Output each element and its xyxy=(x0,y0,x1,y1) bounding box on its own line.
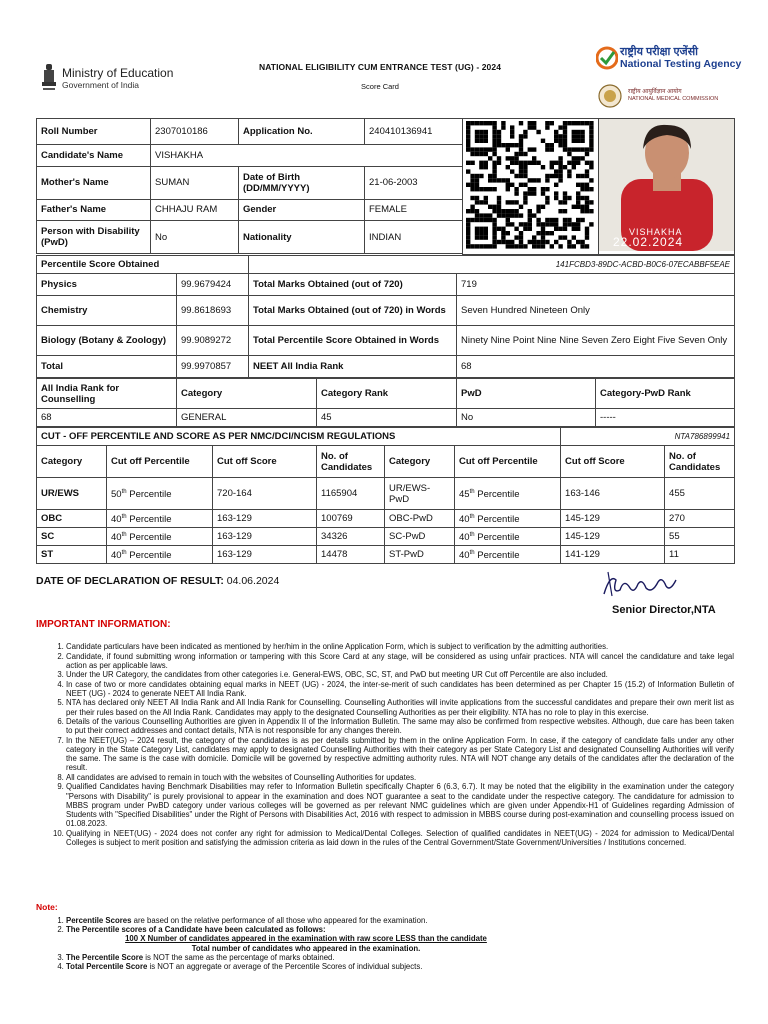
info-item: 4. In case of two or more candidates obtaining equal marks in NEET (UG) - 2024, the inter-se-merit of such candidates has been determined as per Chapter 15 (15.2) of Information Bulletin of NEET (UG) - 2024 to generate NEET All India Rank. xyxy=(66,680,734,698)
percentile-word: Percentile xyxy=(477,550,520,562)
important-info-title: IMPORTANT INFORMATION: xyxy=(36,619,171,630)
percentile-word: Percentile xyxy=(477,532,520,544)
summary-label: Total Percentile Score Obtained in Words xyxy=(249,326,457,356)
roll-value: 2307010186 xyxy=(151,119,239,145)
summary-value: 68 xyxy=(457,356,735,378)
ordinal-suffix: th xyxy=(121,488,127,495)
application-value: 240410136941 xyxy=(365,119,463,145)
summary-label: Total Marks Obtained (out of 720) in Words xyxy=(249,296,457,326)
summary-label: NEET All India Rank xyxy=(249,356,457,378)
formula-denominator: Total number of candidates who appeared in the examination. xyxy=(191,943,421,953)
score-cell: 145-129 xyxy=(561,510,665,528)
count-cell: 55 xyxy=(665,528,735,546)
subject-name: Total xyxy=(37,356,177,378)
score-cell: 163-129 xyxy=(213,546,317,564)
info-item: 3. Under the UR Category, the candidates from other categories i.e. General-EWS, OBC, SC, ST, and PwD but meeting UR Cut off Percentile are also included. xyxy=(66,670,734,679)
percentile-cell xyxy=(455,528,561,546)
summary-label: Total Marks Obtained (out of 720) xyxy=(249,274,457,296)
category-cell: UR/EWS xyxy=(37,478,107,510)
rank-value: GENERAL xyxy=(177,409,317,427)
score-row xyxy=(37,356,735,378)
note-text: are based on the relative performance of all those who appeared for the examination. xyxy=(131,916,428,925)
doc-title: Score Card xyxy=(361,82,399,91)
info-item: 10. Qualifying in NEET(UG) - 2024 does not confer any right for admission to Medical/Dental Colleges. Selection of qualified candidates in NEET(UG) - 2024 for admission to Medical/Dental Colleges is subject to merit position and satisfying the admission criteria as laid down in the rules of the Central Government/State Government/Universities / Institutions concerned. xyxy=(66,829,734,847)
cutoff-header: Cut off Percentile xyxy=(455,446,561,478)
name-label: Candidate's Name xyxy=(37,145,151,166)
category-cell: SC-PwD xyxy=(385,528,455,546)
cutoff-row xyxy=(37,510,735,528)
cutoff-row xyxy=(37,546,735,564)
subject-percentile: 99.8618693 xyxy=(177,296,249,326)
note-bold: Percentile Scores xyxy=(66,916,132,925)
category-cell: UR/EWS-PwD xyxy=(385,478,455,510)
info-item: 2. Candidate, if found submitting wrong information or tampering with this Score Card at any stage, will be considered as using unfair practices. NTA will cancel the candidature and take legal action as per applicable laws. xyxy=(66,652,734,670)
note-bold: Total Percentile Score xyxy=(66,962,148,972)
info-item: 6. Details of the various Counselling Authorities are given in Appendix II of the Information Bulletin. The same may also be confirmed from respective websites. Although, due care has been taken to put their correct addresses and contact details, NTA is not responsible for any changes therein. xyxy=(66,717,734,735)
percentile-cell xyxy=(455,478,561,510)
name-value: VISHAKHA xyxy=(151,145,463,166)
percentile-word: Percentile xyxy=(129,514,172,526)
dob-value: 21-06-2003 xyxy=(365,166,463,199)
percentile-word: Percentile xyxy=(129,489,172,501)
percentile-table xyxy=(36,255,735,378)
info-item: 9. Qualified Candidates having Benchmark Disabilities may refer to Information Bulletin specifically Chapter 6 (6.3, 6.7). It may be noted that the eligibility in the examination under the category "Persons with Disability" is purely provisional to appear in the examination and does NOT guarantee a seat to the candidate under the respective category. The candidature for admission to MBBS program under PwBD category under various colleges will be governed as per relevant NMC guidelines which are given under Appendix-H1 of Guidelines regarding Admission of Students with "Specified Disabilities" under the Right of Persons with Disabilities Act, 2016 with respect to admission in MBBS course during post-examination and counselling process issued on 01.08.2023. xyxy=(66,782,734,828)
mother-label: Mother's Name xyxy=(37,166,151,199)
count-cell: 1165904 xyxy=(317,478,385,510)
ministry-title: Ministry of Education xyxy=(62,66,174,80)
rank-header: All India Rank for Counselling xyxy=(37,379,177,409)
rank-header: Category-PwD Rank xyxy=(596,379,735,409)
note-item xyxy=(66,962,554,971)
pwd-label: Person with Disability (PwD) xyxy=(37,221,151,254)
subject-percentile: 99.9970857 xyxy=(177,356,249,378)
nta-logo-icon xyxy=(596,46,618,70)
dob-label: Date of Birth (DD/MM/YYYY) xyxy=(239,166,365,199)
photo-caption-name: VISHAKHA xyxy=(629,227,683,237)
note-list xyxy=(54,916,554,971)
cutoff-title: CUT - OFF PERCENTILE AND SCORE AS PER NMC/DCI/NCISM REGULATIONS xyxy=(37,428,561,446)
note-item xyxy=(66,925,554,953)
roll-label: Roll Number xyxy=(37,119,151,145)
cutoff-header: Category xyxy=(37,446,107,478)
rank-value: 45 xyxy=(317,409,457,427)
score-cell: 163-129 xyxy=(213,510,317,528)
qr-code-icon xyxy=(463,119,597,251)
father-value: CHHAJU RAM xyxy=(151,199,239,220)
ordinal-suffix: th xyxy=(469,488,475,495)
subject-name: Physics xyxy=(37,274,177,296)
ordinal-suffix: th xyxy=(121,531,127,538)
note-bold: The Percentile scores of a Candidate have been calculated as follows: xyxy=(66,925,326,935)
ordinal-suffix: th xyxy=(469,531,475,538)
nmc-logo xyxy=(598,84,738,110)
percentile-number: 40 xyxy=(111,532,122,544)
percentile-section-label: Percentile Score Obtained xyxy=(37,256,249,274)
rank-table xyxy=(36,378,735,427)
cutoff-code: NTA786899941 xyxy=(561,428,735,446)
note-text: is NOT the same as the percentage of marks obtained. xyxy=(143,952,335,962)
info-item: 8. All candidates are advised to remain in touch with the websites of Counselling Authorities for updates. xyxy=(66,773,734,782)
percentile-number: 40 xyxy=(459,550,470,562)
signatory-title: Senior Director,NTA xyxy=(612,604,716,616)
category-cell: ST xyxy=(37,546,107,564)
rank-value: No xyxy=(457,409,596,427)
ministry-logo xyxy=(40,62,200,98)
count-cell: 34326 xyxy=(317,528,385,546)
score-row xyxy=(37,326,735,356)
gender-value: FEMALE xyxy=(365,199,463,220)
exam-title: NATIONAL ELIGIBILITY CUM ENTRANCE TEST (UG) - 2024 xyxy=(258,62,502,72)
nmc-hindi-name: राष्ट्रीय आयुर्विज्ञान आयोग xyxy=(628,89,682,95)
subject-percentile: 99.9679424 xyxy=(177,274,249,296)
note-item xyxy=(66,953,554,962)
percentile-word: Percentile xyxy=(477,489,520,501)
category-cell: ST-PwD xyxy=(385,546,455,564)
cutoff-header: Cut off Score xyxy=(213,446,317,478)
subject-name: Chemistry xyxy=(37,296,177,326)
percentile-cell xyxy=(107,546,213,564)
score-hash: 141FCBD3-89DC-ACBD-B0C6-07ECABBF5EAE xyxy=(249,256,735,274)
percentile-word: Percentile xyxy=(129,550,172,562)
score-cell: 141-129 xyxy=(561,546,665,564)
score-row xyxy=(37,274,735,296)
state-emblem-icon xyxy=(40,62,58,92)
info-item: 1. Candidate particulars have been indicated as mentioned by her/him in the online Application Form, which is subject to verification by the admitting authorities. xyxy=(66,642,734,651)
percentile-cell xyxy=(107,528,213,546)
page-header xyxy=(0,0,768,118)
nationality-label: Nationality xyxy=(239,221,365,254)
percentile-word: Percentile xyxy=(477,514,520,526)
application-label: Application No. xyxy=(239,119,365,145)
info-item: 5. NTA has declared only NEET All India Rank and All India Rank for Counselling. Counselling Authorities will invite applications from the successful candidates and prepare their own merit list as per their rules based on the All India Rank. Candidates may apply to the designated Counselling Authorities as per their eligibility. NTA has no role to play in this exercise. xyxy=(66,698,734,716)
score-cell: 720-164 xyxy=(213,478,317,510)
count-cell: 455 xyxy=(665,478,735,510)
formula-numerator: 100 X Number of candidates appeared in the examination with raw score LESS than the candidate xyxy=(125,934,487,944)
nta-english-name: National Testing Agency xyxy=(620,58,742,70)
rank-header: Category Rank xyxy=(317,379,457,409)
note-text: is NOT an aggregate or average of the Percentile Scores of individual subjects. xyxy=(147,962,423,972)
ordinal-suffix: th xyxy=(121,513,127,520)
score-cell: 145-129 xyxy=(561,528,665,546)
rank-header: Category xyxy=(177,379,317,409)
subject-percentile: 99.9089272 xyxy=(177,326,249,356)
score-card-sheet xyxy=(36,118,734,564)
count-cell: 11 xyxy=(665,546,735,564)
percentile-cell xyxy=(455,510,561,528)
percentile-number: 40 xyxy=(459,514,470,526)
percentile-number: 50 xyxy=(111,489,122,501)
cutoff-table xyxy=(36,427,735,564)
percentile-number: 45 xyxy=(459,489,470,501)
pwd-value: No xyxy=(151,221,239,254)
category-cell: SC xyxy=(37,528,107,546)
declaration-label: DATE OF DECLARATION OF RESULT: xyxy=(36,575,224,587)
percentile-formula xyxy=(66,934,546,952)
qr-code xyxy=(463,119,599,255)
subject-name: Biology (Botany & Zoology) xyxy=(37,326,177,356)
info-item: 7. In the NEET(UG) – 2024 result, the category of the candidates is as per details submitted by them in the online Application Form. In case, if the category of candidate falls under any other category in the State Category List, candidates may apply to designated Counselling Authorities with their category as per State Category List and designated Counselling Authorities will verify the same. The same is the case with domicile. Domicile will be governed by respective admitting authority rules. NTA will NOT change any details of the candidates after the declaration of the result. xyxy=(66,736,734,773)
rank-value: ----- xyxy=(596,409,735,427)
nta-logo xyxy=(596,44,742,72)
summary-value: 719 xyxy=(457,274,735,296)
ordinal-suffix: th xyxy=(469,549,475,556)
summary-value: Ninety Nine Point Nine Nine Seven Zero Eight Five Seven Only xyxy=(457,326,735,356)
count-cell: 14478 xyxy=(317,546,385,564)
mother-value: SUMAN xyxy=(151,166,239,199)
candidate-photo xyxy=(599,119,735,255)
score-row xyxy=(37,296,735,326)
photo-caption-date: 22.02.2024 xyxy=(613,235,684,249)
father-label: Father's Name xyxy=(37,199,151,220)
ordinal-suffix: th xyxy=(469,513,475,520)
category-cell: OBC xyxy=(37,510,107,528)
score-cell: 163-146 xyxy=(561,478,665,510)
cutoff-header: No. of Candidates xyxy=(665,446,735,478)
signature-icon xyxy=(600,568,680,602)
percentile-number: 40 xyxy=(111,514,122,526)
declaration-date: 04.06.2024 xyxy=(226,575,280,587)
category-cell: OBC-PwD xyxy=(385,510,455,528)
count-cell: 270 xyxy=(665,510,735,528)
percentile-cell xyxy=(107,510,213,528)
declaration-line xyxy=(36,575,279,587)
note-title: Note: xyxy=(36,902,58,912)
rank-header: PwD xyxy=(457,379,596,409)
score-cell: 163-129 xyxy=(213,528,317,546)
gender-label: Gender xyxy=(239,199,365,220)
percentile-cell xyxy=(107,478,213,510)
percentile-cell xyxy=(455,546,561,564)
rank-value: 68 xyxy=(37,409,177,427)
candidate-details-table xyxy=(36,118,735,255)
cutoff-header: Cut off Score xyxy=(561,446,665,478)
nationality-value: INDIAN xyxy=(365,221,463,254)
cutoff-header: Category xyxy=(385,446,455,478)
summary-value: Seven Hundred Nineteen Only xyxy=(457,296,735,326)
note-item xyxy=(66,916,554,925)
count-cell: 100769 xyxy=(317,510,385,528)
note-bold: The Percentile Score xyxy=(66,952,144,962)
ordinal-suffix: th xyxy=(121,549,127,556)
cutoff-row xyxy=(37,528,735,546)
cutoff-row xyxy=(37,478,735,510)
important-info-list xyxy=(54,642,734,847)
percentile-number: 40 xyxy=(459,532,470,544)
cutoff-header: No. of Candidates xyxy=(317,446,385,478)
nmc-english-name: NATIONAL MEDICAL COMMISSION xyxy=(628,96,719,102)
nmc-seal-icon xyxy=(598,84,622,108)
ministry-subtitle: Government of India xyxy=(62,80,140,90)
cutoff-header: Cut off Percentile xyxy=(107,446,213,478)
nta-hindi-name: राष्ट्रीय परीक्षा एजेंसी xyxy=(620,46,698,58)
percentile-number: 40 xyxy=(111,550,122,562)
percentile-word: Percentile xyxy=(129,532,172,544)
